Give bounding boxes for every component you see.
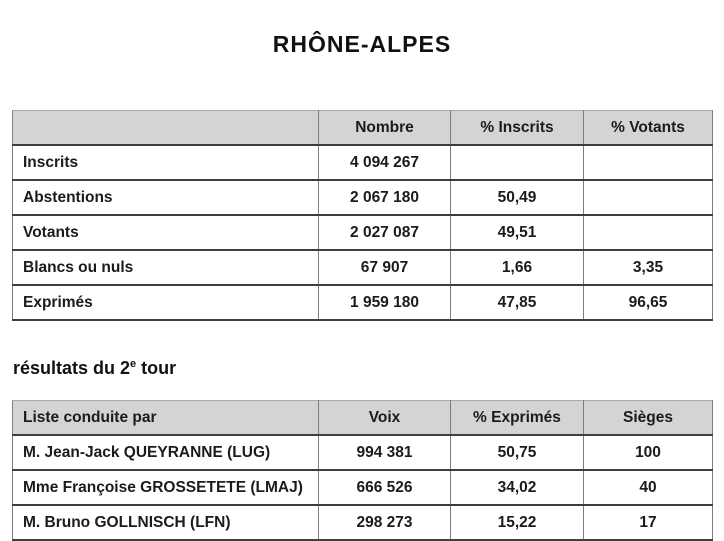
results-header-row (13, 401, 713, 436)
summary-cell-pct-inscrits: 49,51 (451, 215, 584, 250)
summary-row-label: Blancs ou nuls (23, 258, 134, 276)
results-cell-sieges: 40 (584, 470, 713, 505)
results-row-candidate: Mme Françoise GROSSETETE (LMAJ) (23, 478, 303, 496)
table-row (13, 470, 713, 505)
table-row (13, 215, 713, 250)
summary-cell-pct-inscrits: 1,66 (451, 250, 584, 285)
summary-cell-pct-inscrits: 47,85 (451, 285, 584, 320)
section-heading-suffix: tour (136, 358, 177, 378)
summary-cell-pct-votants: 96,65 (584, 285, 713, 320)
summary-row-label: Inscrits (23, 153, 79, 171)
summary-header-pct-inscrits: % Inscrits (451, 111, 584, 146)
summary-header-row (13, 111, 713, 146)
results-cell-voix: 994 381 (319, 435, 451, 470)
results-table (12, 400, 713, 541)
table-row (13, 180, 713, 215)
results-cell-pct-exprimes: 15,22 (451, 505, 584, 540)
summary-cell-pct-inscrits (451, 145, 584, 180)
results-cell-sieges: 17 (584, 505, 713, 540)
summary-cell-nombre: 67 907 (319, 250, 451, 285)
results-header-sieges: Sièges (584, 401, 713, 436)
results-cell-pct-exprimes: 50,75 (451, 435, 584, 470)
results-cell-voix: 666 526 (319, 470, 451, 505)
section-heading (13, 358, 724, 379)
summary-cell-nombre: 2 067 180 (319, 180, 451, 215)
summary-header-nombre: Nombre (319, 111, 451, 146)
summary-cell-pct-votants (584, 145, 713, 180)
summary-header-pct-votants: % Votants (584, 111, 713, 146)
results-cell-sieges: 100 (584, 435, 713, 470)
table-row (13, 435, 713, 470)
table-row (13, 505, 713, 540)
summary-cell-nombre: 2 027 087 (319, 215, 451, 250)
summary-cell-nombre: 1 959 180 (319, 285, 451, 320)
results-row-candidate: M. Bruno GOLLNISCH (LFN) (23, 513, 231, 531)
table-row (13, 250, 713, 285)
summary-cell-pct-votants (584, 215, 713, 250)
page-title: RHÔNE-ALPES (272, 31, 452, 57)
summary-row-label: Abstentions (23, 188, 113, 206)
results-cell-pct-exprimes: 34,02 (451, 470, 584, 505)
summary-table (12, 110, 713, 321)
table-row (13, 285, 713, 320)
summary-cell-pct-votants (584, 180, 713, 215)
section-heading-text: résultats du 2 (13, 358, 131, 378)
results-cell-voix: 298 273 (319, 505, 451, 540)
results-header-voix: Voix (319, 401, 451, 436)
summary-header-empty (13, 111, 319, 146)
results-header-pct-exprimes: % Exprimés (451, 401, 584, 436)
results-header-liste: Liste conduite par (23, 408, 157, 426)
summary-row-label: Votants (23, 223, 79, 241)
summary-cell-nombre: 4 094 267 (319, 145, 451, 180)
results-row-candidate: M. Jean-Jack QUEYRANNE (LUG) (23, 443, 271, 461)
summary-cell-pct-votants: 3,35 (584, 250, 713, 285)
section-heading-superscript: e (130, 358, 137, 370)
summary-row-label: Exprimés (23, 293, 93, 311)
table-row (13, 145, 713, 180)
summary-cell-pct-inscrits: 50,49 (451, 180, 584, 215)
